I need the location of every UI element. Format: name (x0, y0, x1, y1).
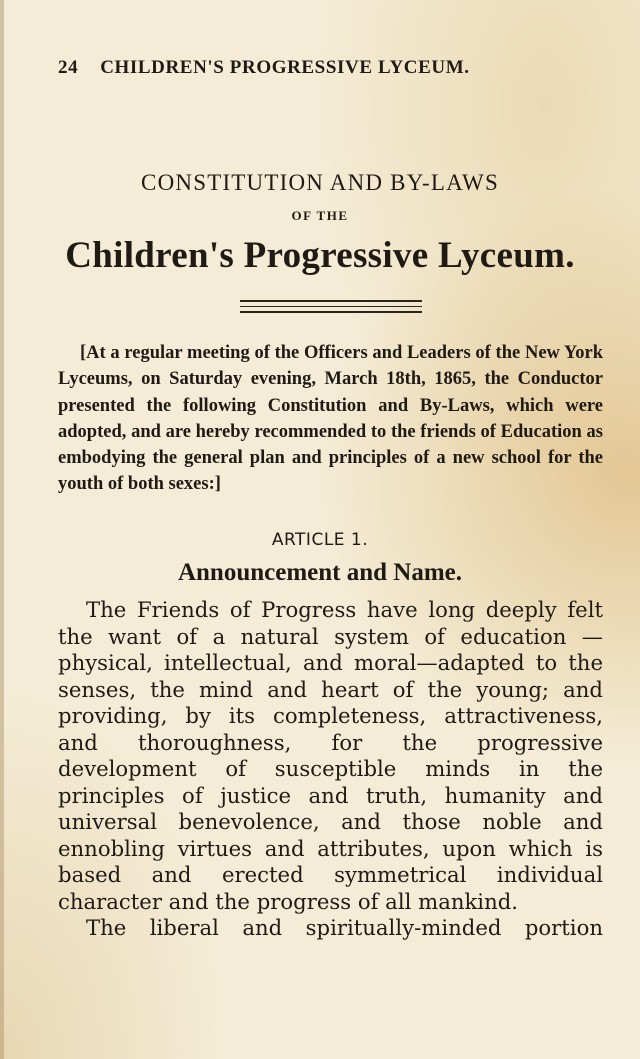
running-head-title: CHILDREN'S PROGRESSIVE LYCEUM. (100, 57, 470, 78)
ornamental-rule (240, 306, 422, 307)
article-number: ARTICLE 1. (271, 530, 369, 550)
page-number: 24 (58, 57, 79, 78)
article-title: Announcement and Name. (177, 559, 463, 586)
body-paragraph: The liberal and spiritually-minded portion (86, 915, 603, 940)
intro-paragraph: [At a regular meeting of the Officers and Leaders of the New York Lyceums, on Saturday evening, March 18th, 1865, the Conductor presented the following Constitution and By-Laws, which were adopted, and are hereby recommended to the friends of Education as embodying the general plan and principles of a new school for the youth of both sexes:] (58, 343, 603, 495)
heading-constitution: CONSTITUTION AND BY-LAWS (141, 170, 499, 195)
article-body (58, 597, 603, 942)
heading-of-the: OF THE (291, 208, 349, 223)
ornamental-rule (240, 311, 422, 313)
running-head (58, 57, 578, 79)
ornamental-rule (240, 300, 422, 302)
body-paragraph: The Friends of Progress have long deeply felt the want of a natural system of education —physical, intellectual, and moral—adapted to the senses, the mind and heart of the young; and providing, by its completeness, attractiveness, and thoroughness, for the progressive development of susceptible minds in the principles of justice and truth, humanity and universal benevolence, and those noble and ennobling virtues and attributes, upon which is based and erected symmetrical individual character and the progress of all mankind. (58, 597, 603, 914)
heading-lyceum-title: Children's Progressive Lyceum. (65, 235, 575, 276)
